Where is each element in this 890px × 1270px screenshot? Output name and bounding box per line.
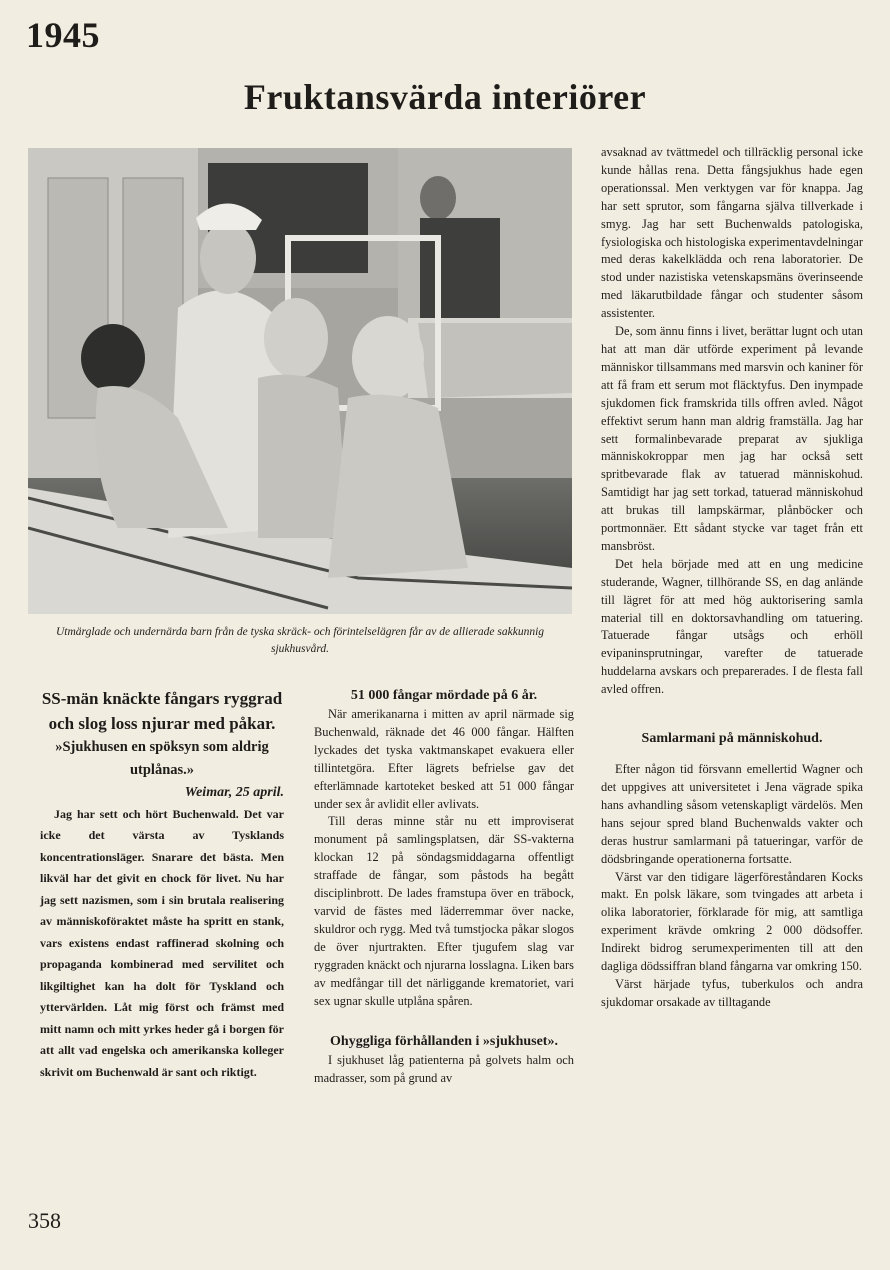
paragraph: Till deras minne står nu ett improviserat monument på samlingsplatsen, där SS-vakterna klockan 12 på söndagsmiddagarna offentligt straffade de fångar, som påstods ha begått disciplinbrott. De lades framstupa över en träbock, varvid de fästes med läderremmar över nacke, skuldror och rygg. Med två tumstjocka påkar slogos de över njurtrakten. Efter tjugufem slag var ryggraden knäckt och njurarna losslagna. Liken bars av medfångar till det närliggande krematoriet, vari sex ugnar skulle utplåna spåren. bbox=[314, 814, 574, 1008]
column-right bbox=[601, 144, 863, 1012]
paragraph: Värst härjade tyfus, tuberkulos och andra sjukdomar orsakade av tilltagande bbox=[601, 976, 863, 1009]
paragraph: De, som ännu finns i livet, berättar lugnt och utan hat att man där utförde experiment på levande människor tillsammans med marsvin och kaniner för att få fram ett serum mot fläcktyfus. Den inympade sjukdomen fick framskrida tills offren avled. Något effektivt serum hann man aldrig framställa. Jag har sett formalinbevarade preparat av sjukliga människokroppar men jag har också sett spritbevarade flak av tatuerad människohud. Samtidigt har jag sett torkad, tatuerad människohud att brukas till lampskärmar, plånböcker och portmonnäer. Ett sådant stycke var taget från ett mansbröst. bbox=[601, 324, 863, 553]
article-subheadline: »Sjukhusen en spöksyn som aldrig utplånas.» bbox=[55, 739, 269, 778]
paragraph: När amerikanarna i mitten av april närmade sig Buchenwald, räknade det 46 000 fångar. Hälften lyckades det tyska vaktmanskapet evakuera eller tillintetgöra. Efter lägrets befrielse gav det efterlämnade kartoteket besked att 51 000 fångar under sex år avlidit eller avlivats. bbox=[314, 707, 574, 811]
page-title: Fruktansvärda interiörer bbox=[243, 77, 647, 117]
column-left bbox=[40, 686, 284, 1083]
paragraph: Efter någon tid försvann emellertid Wagner och det uppgives att universitetet i Jena vägrade spika hans avhandling såsom vetenskapligt värdelös. Men hans sejour spred bland Buchenwalds vakter och deras hustrur samlarmani på tatueringar, varför de dödsbringande operationerna fortsatte. bbox=[601, 762, 863, 866]
column-middle bbox=[314, 686, 574, 1088]
paragraph: Värst var den tidigare lägerföreståndaren Kocks makt. En polsk läkare, som tvingades att arbeta i olika laboratorier, förklarade för mig, att samtliga experiment krävde omkring 2 000 dödsoffer. Indirekt bidrog serumexperimenten till att den dagliga dödssiffran bland fångarna var omkring 150. bbox=[601, 869, 863, 974]
photo-illustration bbox=[28, 148, 572, 614]
section-heading-murdered: 51 000 fångar mördade på 6 år. bbox=[350, 688, 538, 703]
paragraph: avsaknad av tvättmedel och tillräcklig personal icke kunde hållas rena. Detta fångsjukhus hade egen operationssal. Men verktygen var för knappa. Jag har sett sprutor, som fångarna själva tillverkade i smyg. Jag har sett Buchenwalds patologiska, fysiologiska och histologiska experimentavdelningar med deras kakelklädda och rena laboratorier. De stod under nazistiska vetenskapsmäns överinseende med läkarutbildade fångar och studenter såsom assistenter. bbox=[601, 145, 863, 321]
article-headline: SS-män knäckte fångars ryggrad och slog loss njurar med påkar. bbox=[41, 689, 283, 733]
paragraph: Det hela började med att en ung medicine studerande, Wagner, tillhörande SS, en dag anlände till lägret för att med hög auktorisering samla material till en doktorsavhandling om tatuering. Tatuerade fångar utsågs och erhöll evipaninsprutningar, varefter de tatuerade huddelarna avskars och preparerades. I de flesta fall avled offren. bbox=[601, 556, 863, 697]
photo-caption: Utmärglade och undernärda barn från de tyska skräck- och förintelselägren får av de allierade sakkunnig sjukhusvård. bbox=[55, 626, 545, 655]
paragraph: I sjukhuset låg patienterna på golvets halm och madrasser, som på grund av bbox=[314, 1053, 574, 1086]
section-heading-collecting: Samlarmani på människohud. bbox=[641, 731, 823, 747]
dateline: Weimar, 25 april. bbox=[184, 785, 284, 800]
photo-children-hospital bbox=[28, 148, 572, 614]
article-intro: Jag har sett och hört Buchenwald. Det var icke det värsta av Tysklands koncentrationsläger. Snarare det bästa. Men likväl har det givit en chock för livet. Nu har jag sett nazismen, som i sin brutala realisering av människoföraktet måste ha spritt en stank, vars existens endast raffinerad skolning och propaganda kombinerad med servilitet och likgiltighet kan ha dolt för Tyskland och yttervärlden. Låt mig först och främst med mitt namn och mitt yrkes heder gå i borgen för att allt vad engelska och amerikanska kolleger skrivit om Buchenwald är sant och riktigt. bbox=[40, 806, 284, 1079]
section-heading-hospital: Ohyggliga förhållanden i »sjukhuset». bbox=[330, 1034, 558, 1050]
page-number: 358 bbox=[28, 1208, 61, 1233]
year-label: 1945 bbox=[26, 15, 100, 55]
